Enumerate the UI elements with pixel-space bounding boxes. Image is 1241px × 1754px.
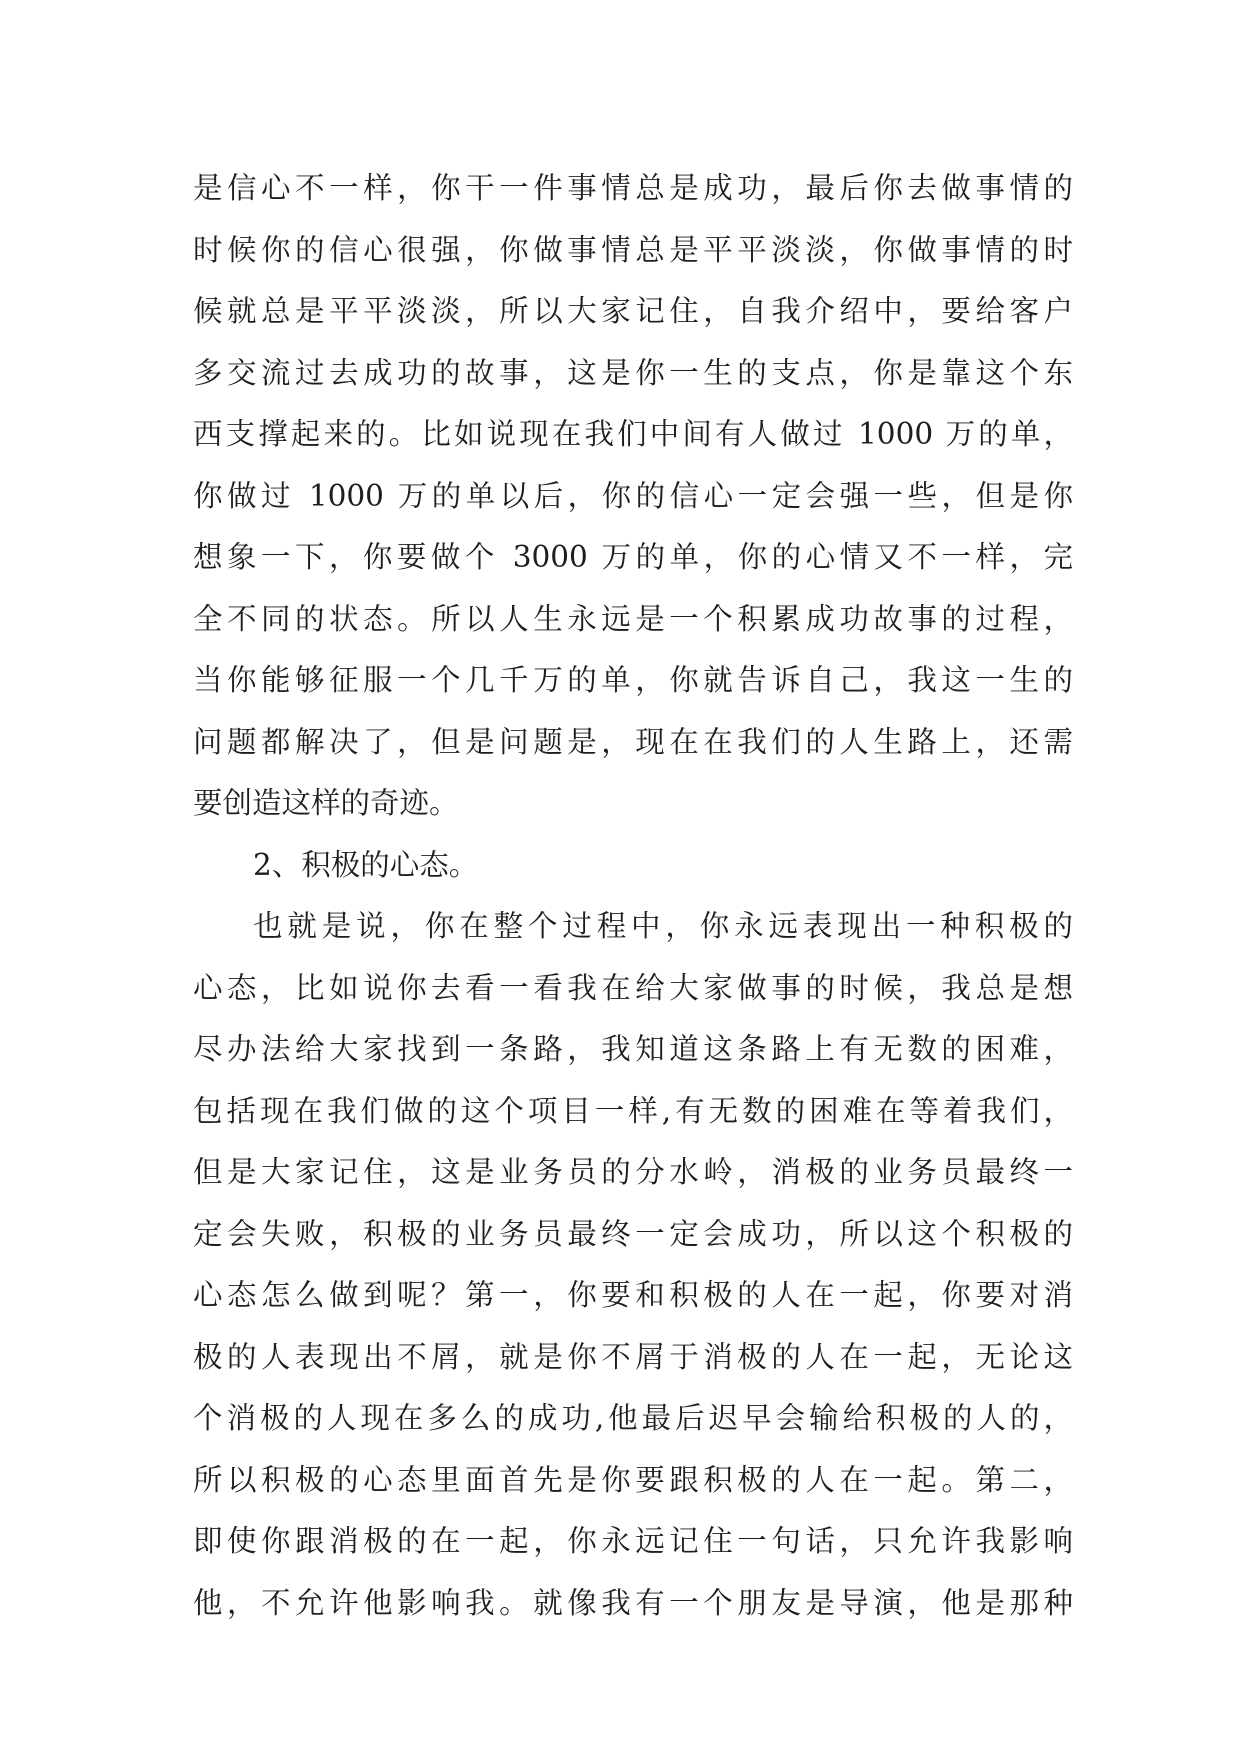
text-line: 时候你的信心很强，你做事情总是平平淡淡，你做事情的时 [193, 232, 1073, 267]
text-line: 极的人表现出不屑，就是你不屑于消极的人在一起，无论这 [193, 1339, 1073, 1374]
text-line: 所以积极的心态里面首先是你要跟积极的人在一起。第二， [193, 1462, 1073, 1497]
text-line: 多交流过去成功的故事，这是你一生的支点，你是靠这个东 [193, 355, 1073, 390]
text-line: 包括现在我们做的这个项目一样,有无数的困难在等着我们， [193, 1093, 1073, 1128]
text-line: 是信心不一样，你干一件事情总是成功，最后你去做事情的 [193, 171, 1073, 205]
paragraph [193, 158, 1073, 835]
body-text [193, 158, 1073, 1634]
text-line: 想象一下，你要做个 3000 万的单，你的心情又不一样，完 [193, 540, 1073, 574]
text-line: 也就是说，你在整个过程中，你永远表现出一种积极的 [253, 909, 1073, 943]
text-line: 尽办法给大家找到一条路，我知道这条路上有无数的困难， [193, 1032, 1073, 1066]
section-heading: 2、积极的心态。 [253, 847, 479, 882]
text-line: 他，不允许他影响我。就像我有一个朋友是导演，他是那种 [193, 1585, 1073, 1620]
text-line: 心态怎么做到呢？第一，你要和积极的人在一起，你要对消 [193, 1278, 1073, 1312]
text-line: 全不同的状态。所以人生永远是一个积累成功故事的过程， [193, 601, 1073, 636]
text-line: 要创造这样的奇迹。 [193, 786, 459, 820]
text-line: 你做过 1000 万的单以后，你的信心一定会强一些，但是你 [193, 478, 1073, 513]
paragraph [193, 896, 1073, 1634]
text-line: 当你能够征服一个几千万的单，你就告诉自己，我这一生的 [193, 663, 1073, 697]
text-line: 但是大家记住，这是业务员的分水岭，消极的业务员最终一 [193, 1155, 1073, 1189]
text-line: 问题都解决了，但是问题是，现在在我们的人生路上，还需 [193, 724, 1073, 759]
text-line: 西支撑起来的。比如说现在我们中间有人做过 1000 万的单， [193, 417, 1073, 451]
text-line: 心态，比如说你去看一看我在给大家做事的时候，我总是想 [193, 970, 1073, 1005]
text-line: 定会失败，积极的业务员最终一定会成功，所以这个积极的 [193, 1216, 1073, 1251]
text-line: 个消极的人现在多么的成功,他最后迟早会输给积极的人的， [193, 1401, 1073, 1435]
text-line: 候就总是平平淡淡，所以大家记住，自我介绍中，要给客户 [193, 294, 1073, 328]
text-line: 即使你跟消极的在一起，你永远记住一句话，只允许我影响 [193, 1524, 1073, 1558]
